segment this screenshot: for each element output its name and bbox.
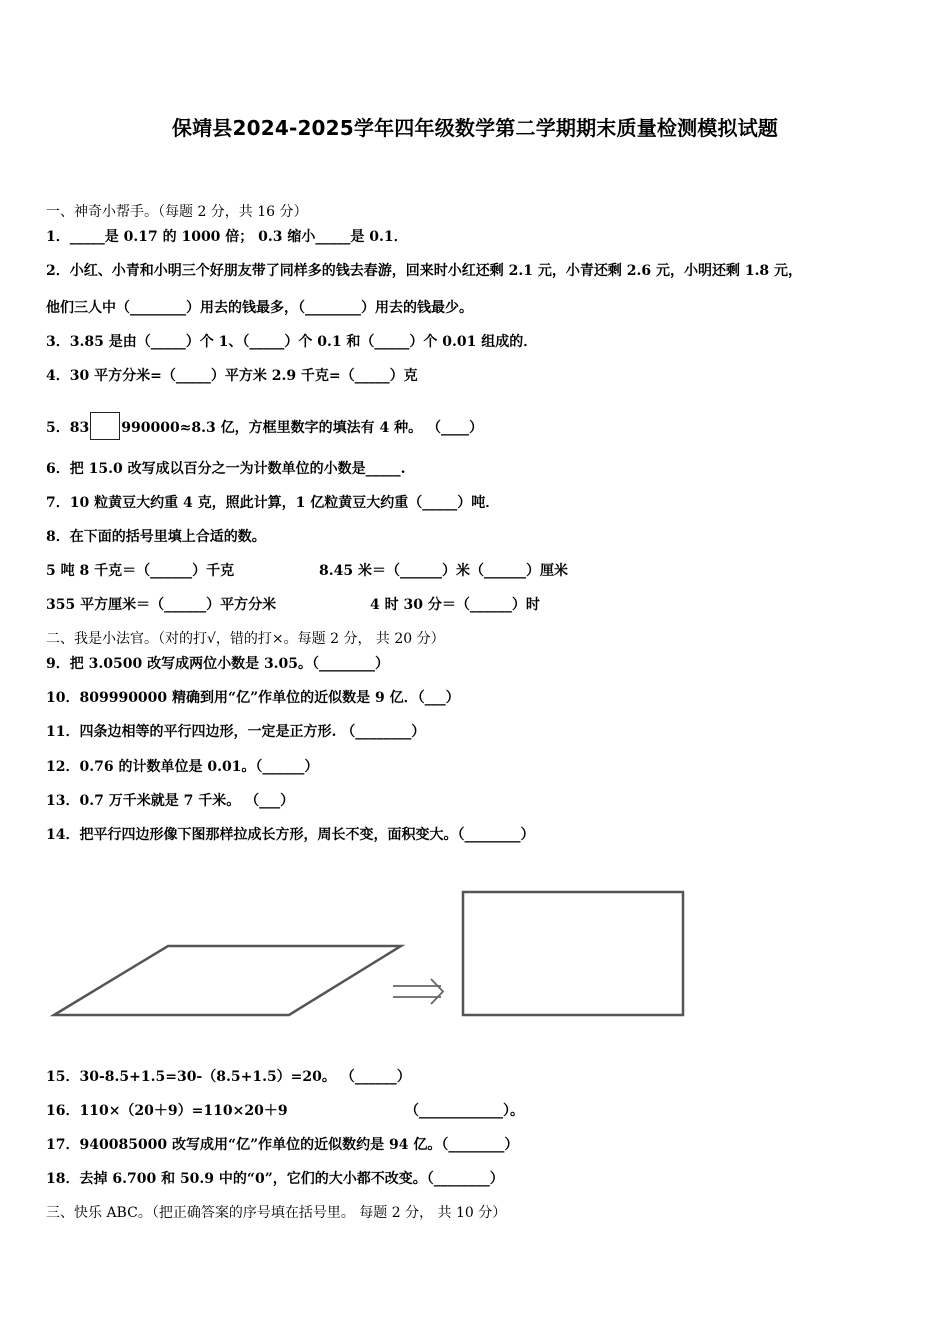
question-14: 14．把平行四边形像下图那样拉成长方形，周长不变，面积变大。（________） [46,827,535,843]
question-16-answer: （____________）。 [405,1103,524,1119]
question-4: 4．30 平方分米=（_____）平方米 2.9 千克=（_____）克 [46,368,418,384]
question-13: 13．0.7 万千米就是 7 千米。 （___） [46,793,295,809]
question-2-line-1: 2．小红、小青和小明三个好朋友带了同样多的钱去春游，回来时小红还剩 2.1 元，小青还剩 2.6 元，小明还剩 1.8 元， [46,263,803,279]
question-1: 1．_____是 0.17 的 1000 倍； 0.3 缩小_____是 0.1． [46,229,408,245]
question-11: 11．四条边相等的平行四边形，一定是正方形. （________） [46,724,426,740]
double-arrow-icon [393,979,443,1004]
question-10: 10．809990000 精确到用“亿”作单位的近似数是 9 亿．（___） [46,690,460,706]
question-8-row-2-left: 355 平方厘米＝（______）平方分米 [46,597,277,613]
question-15: 15．30-8.5+1.5=30-（8.5+1.5）=20。 （______） [46,1069,411,1085]
question-3: 3．3.85 是由（_____）个 1、（_____）个 0.1 和（_____）个 0.01 组成的． [46,334,538,350]
question-12: 12．0.76 的计数单位是 0.01。（______） [46,759,319,775]
question-6: 6．把 15.0 改写成以百分之一为计数单位的小数是_____. [46,461,406,477]
question-8: 8．在下面的括号里填上合适的数。 [46,529,266,545]
question-2-line-2: 他们三人中（________）用去的钱最多，（________）用去的钱最少。 [46,300,473,316]
question-14-figure [46,880,706,1030]
question-8-row-2-right: 4 时 30 分＝（______）时 [370,597,540,613]
question-7: 7．10 粒黄豆大约重 4 克，照此计算，1 亿粒黄豆大约重（_____）吨． [46,495,500,511]
question-8-row-1-left: 5 吨 8 千克＝（______）千克 [46,563,235,579]
question-5-suffix: 990000≈8.3 亿，方框里数字的填法有 4 种。 （____） [121,420,484,436]
question-17: 17．940085000 改写成用“亿”作单位的近似数约是 94 亿。（________） [46,1137,519,1153]
question-5 [46,412,483,440]
digit-box [90,412,120,440]
question-5-prefix: 5．83 [46,420,90,436]
question-18: 18．去掉 6.700 和 50.9 中的“0”，它们的大小都不改变。（________） [46,1171,504,1187]
section-2-heading: 二、我是小法官。（对的打√，错的打×。每题 2 分， 共 20 分） [46,631,445,647]
rectangle-shape [463,892,683,1015]
section-3-heading: 三、快乐 ABC。（把正确答案的序号填在括号里。 每题 2 分， 共 10 分） [46,1205,507,1221]
page-title: 保靖县2024-2025学年四年级数学第二学期期末质量检测模拟试题 [171,116,779,140]
parallelogram-shape [54,946,401,1015]
question-9: 9．把 3.0500 改写成两位小数是 3.05。（________） [46,656,390,672]
section-1-heading: 一、神奇小帮手。（每题 2 分，共 16 分） [46,204,308,220]
question-16: 16．110×（20＋9）=110×20＋9 [46,1103,288,1119]
question-8-row-1-right: 8.45 米＝（______）米（______）厘米 [319,563,568,579]
